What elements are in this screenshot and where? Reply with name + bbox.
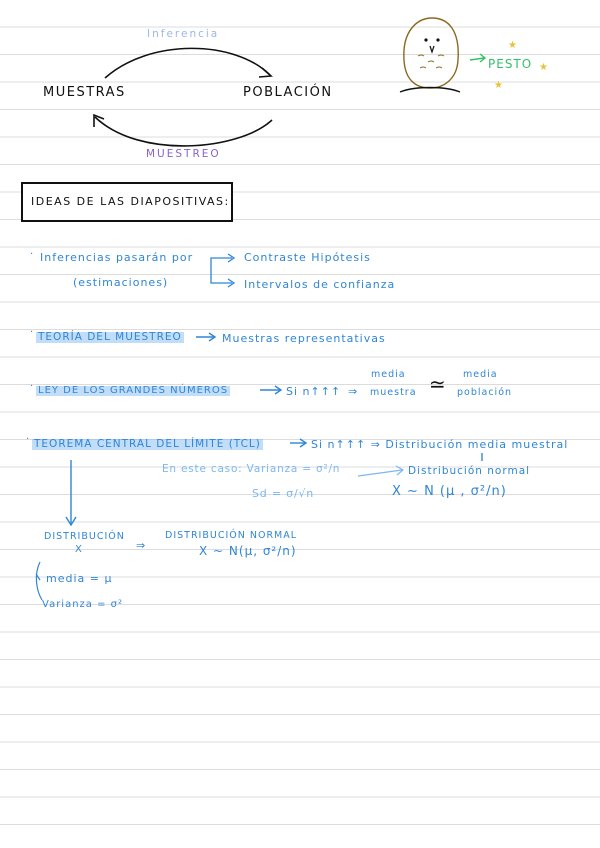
tcl-si: Si n↑↑↑ ⇒ Distribución media muestral — [311, 438, 569, 451]
dist-normal-label: DISTRIBUCIÓN NORMAL — [165, 530, 298, 541]
intervalos-text: Intervalos de confianza — [244, 278, 396, 291]
pesto-label: PESTO — [488, 57, 533, 71]
star-icon: ★ — [508, 40, 517, 51]
ley-approx: ≃ — [429, 372, 446, 396]
equals-mark: ‖ — [480, 452, 485, 461]
star-icon: ★ — [539, 62, 548, 73]
bullet: · — [30, 327, 34, 338]
dist-normal-formula: X ~ N(μ, σ²/n) — [199, 544, 297, 558]
tcl-sd: Sd = σ/√n — [252, 487, 315, 500]
ley-media-2: media — [463, 369, 498, 380]
ley-media-1: media — [371, 369, 406, 380]
dist-x-var: X — [75, 544, 83, 555]
tcl-dist-normal: Distribución normal — [408, 465, 531, 477]
inferencia-arrow — [105, 48, 270, 78]
muestreo-arrow — [95, 117, 272, 146]
poblacion-node: POBLACIÓN — [243, 85, 333, 100]
star-icon: ★ — [494, 80, 503, 91]
bullet: · — [30, 249, 34, 260]
muestras-node: MUESTRAS — [43, 85, 126, 100]
contraste-text: Contraste Hipótesis — [244, 251, 371, 264]
dist-arrow: ⇒ — [136, 539, 147, 552]
bullet: · — [26, 434, 30, 445]
teoria-title: TEORÍA DEL MUESTREO — [38, 331, 182, 343]
media-line: media = μ — [46, 572, 113, 585]
dist-x-label: DISTRIBUCIÓN — [44, 531, 125, 542]
heading-box — [21, 182, 233, 222]
estimaciones-text: (estimaciones) — [73, 276, 169, 289]
ley-si: Si n↑↑↑ — [286, 385, 342, 398]
varianza-line: Varianza = σ² — [42, 599, 124, 610]
implies-icon: ⇒ — [348, 385, 359, 398]
ley-muestra: muestra — [370, 387, 417, 398]
inferencias-text: Inferencias pasarán por — [40, 251, 194, 264]
pesto-owl-icon — [400, 18, 460, 92]
tcl-title: TEOREMA CENTRAL DEL LÍMITE (TCL) — [34, 438, 261, 450]
ley-poblacion: población — [457, 387, 513, 398]
section-heading: IDEAS DE LAS DIAPOSITIVAS: — [31, 195, 230, 208]
inferencia-label: Inferencia — [147, 28, 220, 40]
tcl-caso: En este caso: Varianza = σ²/n — [162, 463, 341, 475]
muestreo-label: MUESTREO — [146, 148, 221, 160]
ley-title: LEY DE LOS GRANDES NÚMEROS — [38, 385, 229, 396]
bullet: · — [30, 381, 34, 392]
tcl-formula: X ~ N (μ , σ²/n) — [392, 484, 507, 499]
teoria-result: Muestras representativas — [222, 332, 386, 345]
